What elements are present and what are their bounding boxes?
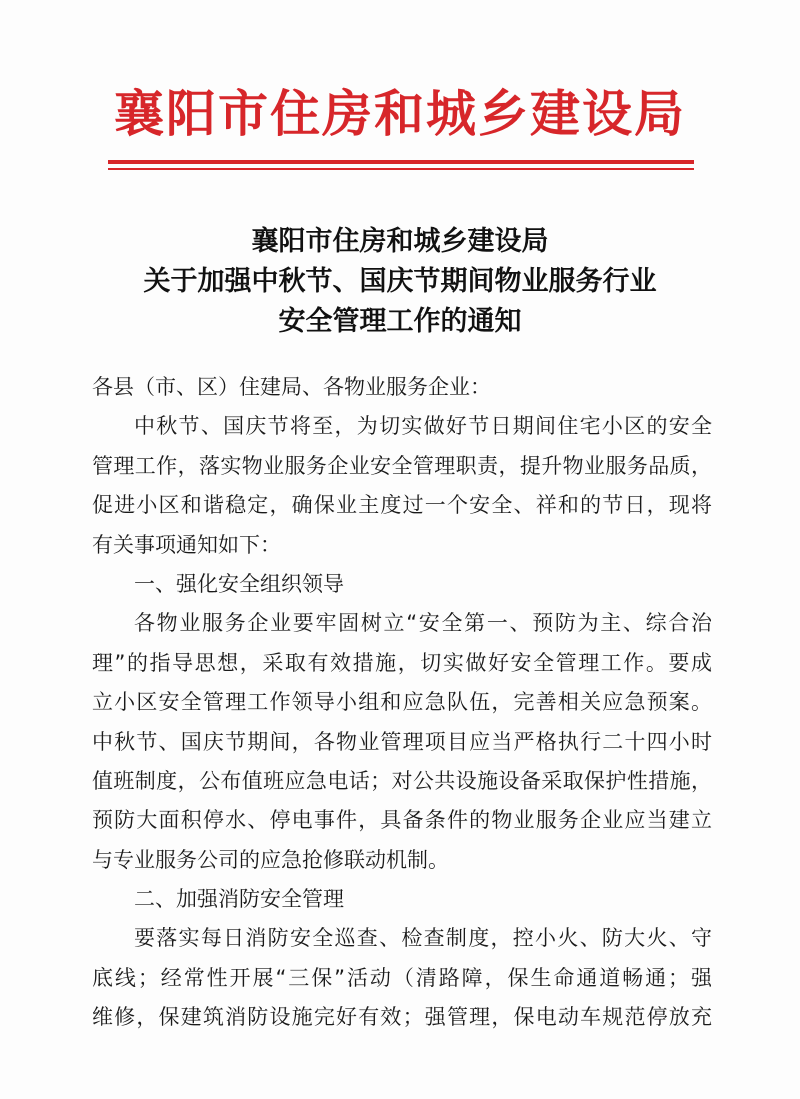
- body-line: 立小区安全管理工作领导小组和应急队伍，完善相关应急预案。: [92, 690, 712, 715]
- body-line: 各物业服务企业要牢固树立“安全第一、预防为主、综合治: [134, 611, 712, 636]
- masthead-title: 襄阳市住房和城乡建设局: [114, 84, 686, 143]
- title-line: 襄阳市住房和城乡建设局: [251, 226, 549, 257]
- masthead-rule-thick: [108, 160, 694, 164]
- body-line: 维修，保建筑消防设施完好有效；强管理，保电动车规范停放充: [92, 1005, 712, 1030]
- body-line: 底线；经常性开展“三保”活动（清路障，保生命通道畅通；强: [92, 965, 712, 990]
- body-line: 值班制度，公布值班应急电话；对公共设施设备采取保护性措施，: [92, 768, 712, 793]
- title-line: 安全管理工作的通知: [278, 306, 522, 337]
- body-line: 与专业服务公司的应急抢修联动机制。: [92, 847, 449, 872]
- body-line: 要落实每日消防安全巡查、检查制度，控小火、防大火、守: [134, 926, 712, 951]
- body-line: 预防大面积停水、停电事件，具备条件的物业服务企业应当建立: [92, 808, 712, 833]
- notice-body: [92, 368, 712, 1038]
- body-line: 中秋节、国庆节期间，各物业管理项目应当严格执行二十四小时: [92, 729, 712, 754]
- body-line: 促进小区和谐稳定，确保业主度过一个安全、祥和的节日，现将: [92, 493, 712, 518]
- salutation: 各县（市、区）住建局、各物业服务企业：: [92, 375, 491, 399]
- title-line: 关于加强中秋节、国庆节期间物业服务行业: [143, 266, 657, 297]
- body-line: 中秋节、国庆节将至，为切实做好节日期间住宅小区的安全: [134, 414, 712, 439]
- masthead-rule-thin: [108, 168, 694, 170]
- section-heading: 二、加强消防安全管理: [134, 887, 344, 912]
- body-line: 有关事项通知如下：: [92, 532, 281, 557]
- body-line: 理”的指导思想，采取有效措施，切实做好安全管理工作。要成: [92, 650, 712, 675]
- section-heading: 一、强化安全组织领导: [134, 571, 344, 596]
- body-line: 管理工作，落实物业服务企业安全管理职责，提升物业服务品质，: [92, 453, 712, 478]
- notice-title: [0, 222, 800, 342]
